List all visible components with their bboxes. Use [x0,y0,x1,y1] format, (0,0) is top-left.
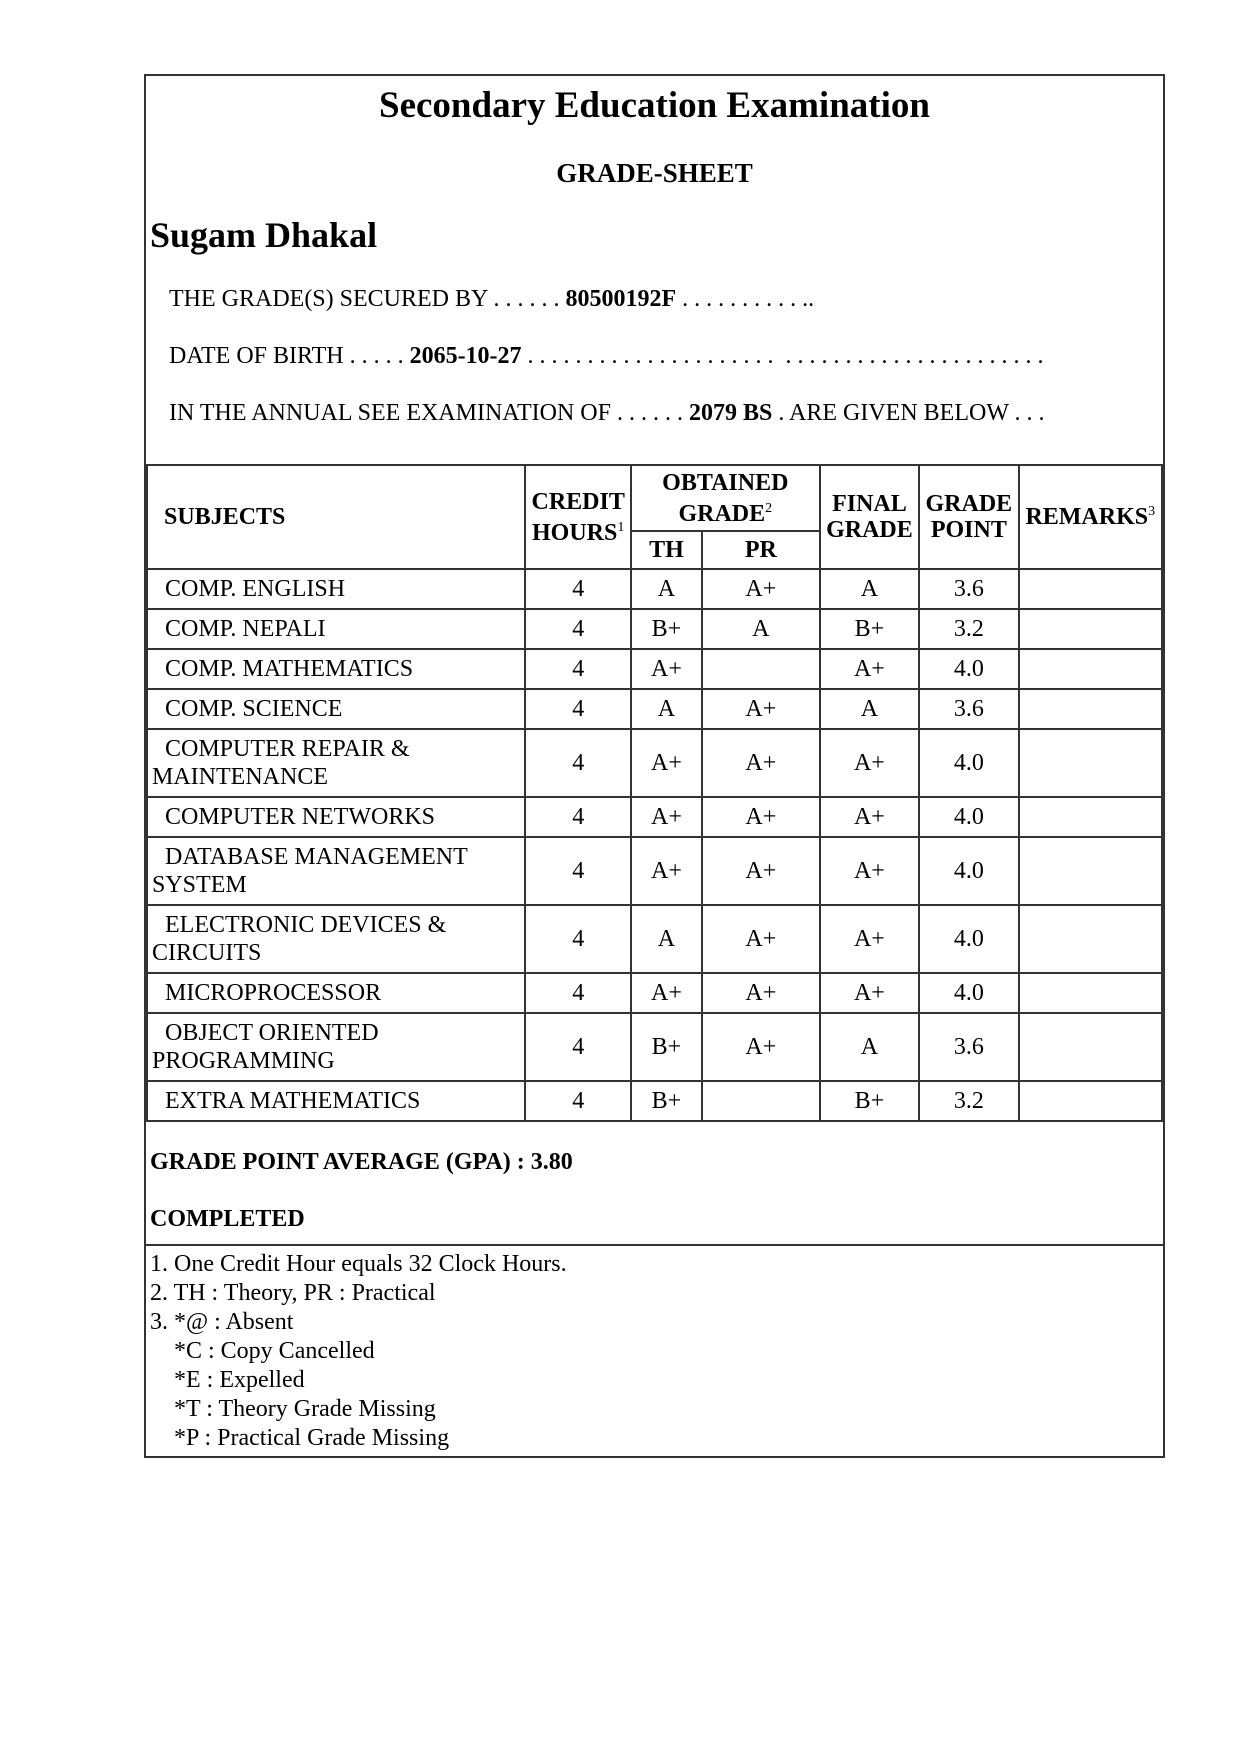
grade-point-cell: 4.0 [919,973,1018,1013]
grade-point-cell: 3.6 [919,1013,1018,1081]
header-grade-point: GRADE POINT [919,465,1018,569]
subject-name [147,973,525,1013]
subject-name-line: CIRCUITS [152,940,262,966]
pr-grade-cell [702,1081,820,1121]
th-grade-cell: A+ [631,837,702,905]
credit-hours-cell: 4 [525,609,630,649]
remarks-cell [1019,1013,1162,1081]
table-row [147,837,1162,905]
grade-sheet [144,74,1165,1458]
credit-hours-cell: 4 [525,1081,630,1121]
subject-name-line: COMP. NEPALI [165,616,326,642]
credit-hours-cell: 4 [525,1013,630,1081]
pr-grade-cell: A+ [702,1013,820,1081]
pr-grade-cell: A+ [702,729,820,797]
remarks-cell [1019,609,1162,649]
grade-point-cell: 3.6 [919,689,1018,729]
final-grade-cell: A [820,1013,919,1081]
table-row [147,1013,1162,1081]
credit-hours-cell: 4 [525,973,630,1013]
footnote-item: 1. One Credit Hour equals 32 Clock Hours. [150,1251,567,1277]
subject-name-line: COMPUTER REPAIR & [165,736,410,762]
pr-grade-cell: A+ [702,837,820,905]
remarks-cell [1019,973,1162,1013]
final-grade-cell: A+ [820,797,919,837]
pr-grade-cell: A [702,609,820,649]
pr-grade-cell [702,649,820,689]
grade-point-cell: 3.6 [919,569,1018,609]
header-pr: PR [702,531,820,569]
exam-title: Secondary Education Examination [379,85,930,126]
footnote-item: *E : Expelled [150,1367,305,1393]
final-grade-cell: A+ [820,729,919,797]
th-grade-cell: A+ [631,797,702,837]
subject-name-line: OBJECT ORIENTED [165,1020,379,1046]
dob-dots: . . . . . . . . . . . . . . . . . . . . . . . . . . . . . . . . . . . . . . . . . . . [521,343,1044,369]
remarks-cell [1019,689,1162,729]
credit-hours-cell: 4 [525,729,630,797]
grade-point-cell: 4.0 [919,797,1018,837]
th-grade-cell: A [631,905,702,973]
sheet-subtitle: GRADE-SHEET [556,158,753,188]
footnote-item: *T : Theory Grade Missing [150,1396,436,1422]
table-row [147,729,1162,797]
subject-name [147,609,525,649]
final-grade-cell: A+ [820,649,919,689]
remarks-cell [1019,837,1162,905]
divider [146,1244,1163,1246]
final-grade-cell: A+ [820,973,919,1013]
header-credit-hours [525,465,630,569]
divider [146,1120,1163,1122]
subject-name-line: COMPUTER NETWORKS [165,804,436,830]
subject-name [147,729,525,797]
header-final-grade: FINAL GRADE [820,465,919,569]
remarks-cell [1019,797,1162,837]
secured-by-dots: . . . . . . . . . . .. [676,286,815,312]
dob-label: DATE OF BIRTH . . . . . [169,343,410,369]
table-row [147,689,1162,729]
credit-hours-cell: 4 [525,689,630,729]
credit-hours-cell: 4 [525,905,630,973]
th-grade-cell: B+ [631,609,702,649]
subject-name [147,689,525,729]
remarks-cell [1019,905,1162,973]
subject-name-line: SYSTEM [152,872,247,898]
subject-name-line: COMP. SCIENCE [165,696,343,722]
th-grade-cell: B+ [631,1081,702,1121]
remarks-cell [1019,649,1162,689]
table-row [147,1081,1162,1121]
header-subjects: SUBJECTS [147,465,525,569]
subject-name-line: PROGRAMMING [152,1048,335,1074]
footnote-item: *P : Practical Grade Missing [150,1425,450,1451]
footnote-ref-2: 2 [765,500,773,516]
pr-grade-cell: A+ [702,905,820,973]
final-grade-cell: A [820,689,919,729]
footnote-item: *C : Copy Cancelled [150,1338,375,1364]
result-status: COMPLETED [150,1206,305,1232]
pr-grade-cell: A+ [702,797,820,837]
pr-grade-cell: A+ [702,569,820,609]
exam-label: IN THE ANNUAL SEE EXAMINATION OF . . . . . . [169,400,689,426]
subject-name [147,569,525,609]
grade-point-cell: 4.0 [919,905,1018,973]
table-row [147,797,1162,837]
subject-name [147,905,525,973]
credit-hours-cell: 4 [525,649,630,689]
subject-name-line: EXTRA MATHEMATICS [165,1088,421,1114]
th-grade-cell: A+ [631,649,702,689]
subject-name-line: DATABASE MANAGEMENT [165,844,468,870]
final-grade-cell: A+ [820,837,919,905]
th-grade-cell: B+ [631,1013,702,1081]
th-grade-cell: A [631,689,702,729]
date-of-birth: 2065-10-27 [409,343,522,369]
subject-name [147,649,525,689]
th-grade-cell: A+ [631,973,702,1013]
subject-name [147,837,525,905]
header-remarks-label: REMARKS [1025,503,1149,530]
gpa-summary: GRADE POINT AVERAGE (GPA) : 3.80 [150,1149,573,1175]
symbol-number: 80500192F [565,286,677,312]
footnotes [150,1250,567,1453]
grade-point-cell: 4.0 [919,837,1018,905]
exam-line [169,400,1045,427]
table-row [147,569,1162,609]
footnote-item: 2. TH : Theory, PR : Practical [150,1280,436,1306]
subject-name-line: ELECTRONIC DEVICES & [165,912,447,938]
grades-table [146,464,1163,1122]
table-row [147,905,1162,973]
footnote-ref-1: 1 [617,519,625,535]
subject-name-line: COMP. MATHEMATICS [165,656,414,682]
footnote-item: 3. *@ : Absent [150,1309,294,1335]
header-remarks [1019,465,1162,569]
table-row [147,973,1162,1013]
exam-year: 2079 BS [688,400,773,426]
student-name: Sugam Dhakal [150,215,378,255]
grade-point-cell: 4.0 [919,729,1018,797]
subject-name [147,797,525,837]
header-obtained-grade [631,465,820,531]
dob-line [169,343,1044,370]
subject-name [147,1081,525,1121]
final-grade-cell: B+ [820,1081,919,1121]
subject-name-line: MAINTENANCE [152,764,328,790]
final-grade-cell: A+ [820,905,919,973]
grade-point-cell: 3.2 [919,609,1018,649]
exam-trail: . ARE GIVEN BELOW . . . [772,400,1045,426]
final-grade-cell: A [820,569,919,609]
pr-grade-cell: A+ [702,689,820,729]
credit-hours-cell: 4 [525,797,630,837]
header-th: TH [631,531,702,569]
remarks-cell [1019,729,1162,797]
subject-name-line: COMP. ENGLISH [165,576,346,602]
table-row [147,649,1162,689]
secured-by-line [169,286,814,313]
grade-point-cell: 4.0 [919,649,1018,689]
secured-by-label: THE GRADE(S) SECURED BY . . . . . . [169,286,566,312]
credit-hours-cell: 4 [525,837,630,905]
subject-name-line: MICROPROCESSOR [165,980,382,1006]
credit-hours-cell: 4 [525,569,630,609]
th-grade-cell: A [631,569,702,609]
table-row [147,609,1162,649]
header-obtained-grade-label: OBTAINED GRADE [662,469,789,527]
grade-point-cell: 3.2 [919,1081,1018,1121]
pr-grade-cell: A+ [702,973,820,1013]
header-credit-hours-label: CREDIT HOURS [531,488,625,546]
remarks-cell [1019,569,1162,609]
th-grade-cell: A+ [631,729,702,797]
footnote-ref-3: 3 [1148,503,1156,519]
final-grade-cell: B+ [820,609,919,649]
remarks-cell [1019,1081,1162,1121]
subject-name [147,1013,525,1081]
